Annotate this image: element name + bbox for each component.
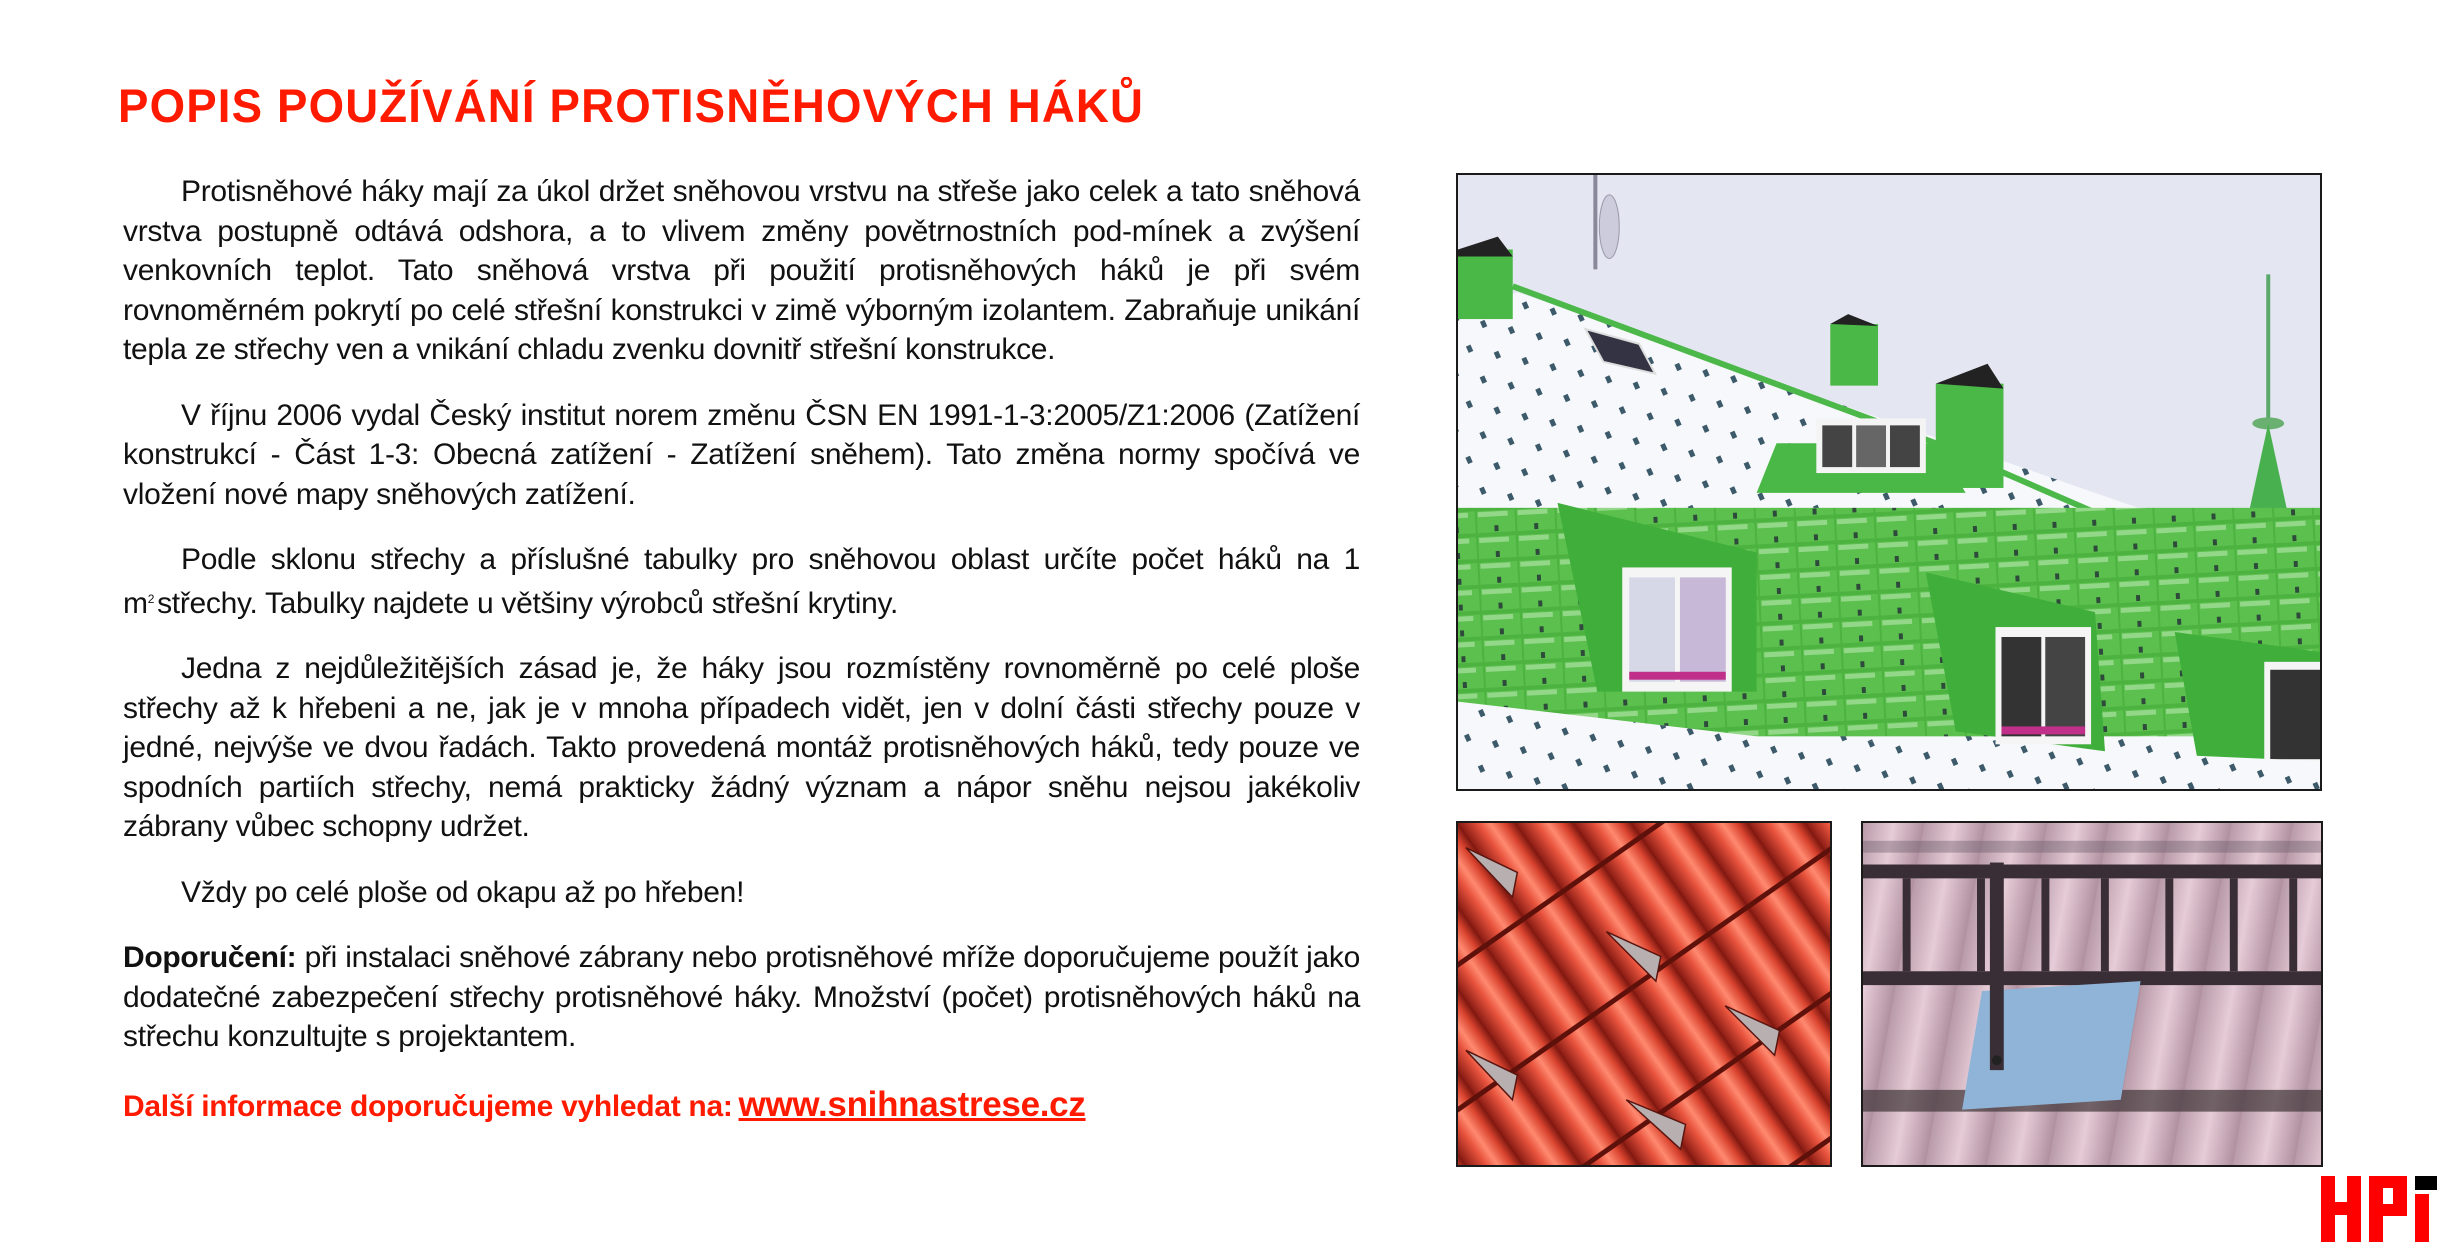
green-roof-image xyxy=(1458,175,2320,789)
recommendation-text: při instalaci sněhové zábrany nebo protisněhové mříže doporučujeme použít jako dodatečné zabezpečení střechy protisněhové háky. Množství (počet) protisněhových háků na střechu konzultujte s projektantem. xyxy=(123,941,1360,1053)
paragraph-recommendation xyxy=(123,938,1360,1057)
paragraph-hook-count xyxy=(123,540,1360,623)
red-tiles-photo xyxy=(1456,821,1832,1167)
paragraph-distribution: Jedna z nejdůležitějších zásad je, že háky jsou rozmístěny rovnoměrně po celé ploše střechy až k hřebeni a ne, jak je v mnoha případech vidět, jen v dolní části střechy pouze v jedné, nejvýše ve dvou řadách. Takto provedená montáž protisněhových háků, tedy pouze ve spodních partiích střechy, nemá prakticky žádný význam a nápor sněhu nejsou jakékoliv zábrany vůbec schopny udržet. xyxy=(123,652,1360,843)
snow-guard-image xyxy=(1863,823,2321,1165)
red-tiles-image xyxy=(1458,823,1830,1165)
page-title: POPIS POUŽÍVÁNÍ PROTISNĚHOVÝCH HÁKŮ xyxy=(118,79,1145,132)
snow-guard-photo xyxy=(1861,821,2323,1167)
recommendation-label: Doporučení: xyxy=(123,941,297,974)
paragraph-emphasis: Vždy po celé ploše od okapu až po hřeben! xyxy=(181,875,745,909)
square-meter-superscript: 2 xyxy=(147,591,155,606)
footer-more-info xyxy=(123,1085,1360,1127)
hook-count-text: Podle sklonu střechy a příslušné tabulky pro sněhovou oblast určíte počet háků na 1 m xyxy=(123,543,1360,620)
green-roof-photo xyxy=(1456,173,2322,791)
hpi-logo xyxy=(2321,1176,2437,1242)
hook-count-text-end: střechy. Tabulky najdete u většiny výrobců střešní krytiny. xyxy=(157,586,899,620)
hpi-logo-icon xyxy=(2321,1176,2437,1242)
paragraph-purpose: Protisněhové háky mají za úkol držet sněhovou vrstvu na střeše jako celek a tato sněhová vrstva postupně odtává odshora, a to vlivem změny povětrnostních pod-mínek a zvýšení venkovních teplot. Tato sněhová vrstva při použití protisněhových háků je při svém rovnoměrném pokrytí po celé střešní konstrukci v zimě výborným izolantem. Zabraňuje unikání tepla ze střechy ven a vnikání chladu zvenku dovnitř střešní konstrukce. xyxy=(123,175,1360,366)
paragraph-standard: V říjnu 2006 vydal Český institut norem změnu ČSN EN 1991-1-3:2005/Z1:2006 (Zatížení konstrukcí - Část 1-3: Obecná zatížení - Zatížení sněhem). Tato změna normy spočívá ve vložení nové mapy sněhových zatížení. xyxy=(123,398,1360,511)
body-text-column xyxy=(123,172,1360,1126)
footer-text: Další informace doporučujeme vyhledat na: xyxy=(123,1089,733,1123)
website-link[interactable]: www.snihnastrese.cz xyxy=(738,1084,1086,1124)
